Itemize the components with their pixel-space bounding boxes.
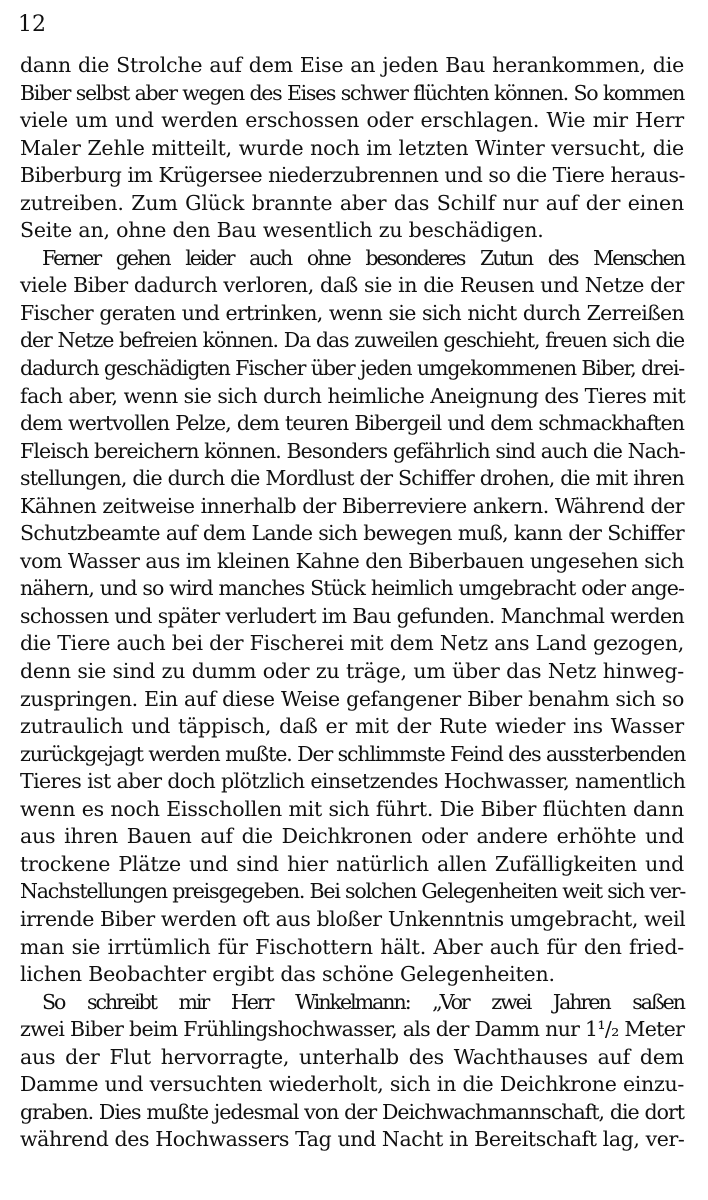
text-line: Fischer geraten und ertrinken, wenn sie sich nicht durch Zerreißen (20, 300, 684, 325)
text-line: graben. Dies mußte jedesmal von der Deichwachmannschaft, die dort (20, 1099, 684, 1124)
paragraph (20, 245, 684, 989)
text-line: Biber selbst aber wegen des Eises schwer flüchten können. So kommen (20, 80, 684, 105)
text-line: fach aber, wenn sie sich durch heimliche Aneignung des Tieres mit (20, 383, 686, 408)
text-line: die Tiere auch bei der Fischerei mit dem Netz ans Land gezogen, (20, 631, 684, 656)
body-text (20, 52, 684, 1154)
text-line: dem wertvollen Pelze, dem teuren Bibergeil und dem schmackhaften (20, 411, 684, 436)
text-line: man sie irrtümlich für Fischottern hält. Aber auch für den fried- (20, 934, 684, 959)
text-line: der Netze befreien können. Da das zuweilen geschieht, freuen sich die (20, 328, 684, 353)
text-line: Biberburg im Krügersee niederzubrennen und so die Tiere heraus- (20, 163, 685, 188)
text-line: Fleisch bereichern können. Besonders gefährlich sind auch die Nach- (20, 438, 685, 463)
text-line: zutraulich und täppisch, daß er mit der Rute wieder ins Wasser (20, 714, 684, 739)
page-number: 12 (18, 12, 46, 37)
text-line: viele um und werden erschossen oder erschlagen. Wie mir Herr (20, 108, 684, 133)
text-line: dadurch geschädigten Fischer über jeden umgekommenen Biber, drei- (20, 356, 685, 381)
text-line: zwei Biber beim Frühlingshochwasser, als der Damm nur 1¹/₂ Meter (20, 1017, 685, 1042)
text-line: dann die Strolche auf dem Eise an jeden Bau herankommen, die (20, 53, 684, 77)
paragraph (20, 52, 684, 245)
text-line: Seite an, ohne den Bau wesentlich zu beschädigen. (20, 218, 544, 243)
text-line: Nachstellungen preisgegeben. Bei solchen Gelegenheiten weit sich ver- (20, 879, 686, 904)
text-line: schossen und später verludert im Bau gefunden. Manchmal werden (20, 603, 684, 628)
text-line: zuspringen. Ein auf diese Weise gefangener Biber benahm sich so (20, 686, 684, 711)
text-line: lichen Beobachter ergibt das schöne Gelegenheiten. (20, 962, 555, 987)
text-line: nähern, und so wird manches Stück heimlich umgebracht oder ange- (20, 576, 684, 601)
text-line: zutreiben. Zum Glück brannte aber das Schilf nur auf der einen (20, 190, 684, 215)
text-line: irrende Biber werden oft aus bloßer Unkenntnis umgebracht, weil (20, 906, 686, 931)
text-line: Maler Zehle mitteilt, wurde noch im letzten Winter versucht, die (20, 135, 684, 160)
text-line: zurückgejagt werden mußte. Der schlimmste Feind des aussterbenden (20, 741, 686, 766)
paragraph (20, 989, 684, 1154)
text-line: Damme und versuchten wiederholt, sich in die Deichkrone einzu- (20, 1072, 684, 1097)
text-line: denn sie sind zu dumm oder zu träge, um über das Netz hinweg- (20, 659, 684, 684)
text-line: stellungen, die durch die Mordlust der Schiffer drohen, die mit ihren (20, 466, 684, 491)
text-line: aus ihren Bauen auf die Deichkronen oder andere erhöhte und (20, 824, 684, 849)
text-line: Ferner gehen leider auch ohne besonderes Zutun des Menschen (42, 245, 684, 270)
text-line: Schutzbeamte auf dem Lande sich bewegen muß, kann der Schiffer (20, 521, 684, 546)
text-line: vom Wasser aus im kleinen Kahne den Biberbauen ungesehen sich (20, 548, 684, 573)
text-line: während des Hochwassers Tag und Nacht in Bereitschaft lag, ver- (20, 1127, 685, 1152)
text-line: aus der Flut hervorragte, unterhalb des Wachthauses auf dem (20, 1044, 684, 1069)
text-line: So schreibt mir Herr Winkelmann: „Vor zwei Jahren saßen (42, 989, 684, 1014)
text-line: viele Biber dadurch verloren, daß sie in die Reusen und Netze der (20, 273, 684, 298)
text-line: trockene Plätze und sind hier natürlich allen Zufälligkeiten und (20, 851, 684, 876)
text-line: Kähnen zeitweise innerhalb der Biberreviere ankern. Während der (20, 493, 684, 518)
text-line: Tieres ist aber doch plötzlich einsetzendes Hochwasser, namentlich (20, 769, 686, 794)
text-line: wenn es noch Eisschollen mit sich führt. Die Biber flüchten dann (20, 796, 684, 821)
